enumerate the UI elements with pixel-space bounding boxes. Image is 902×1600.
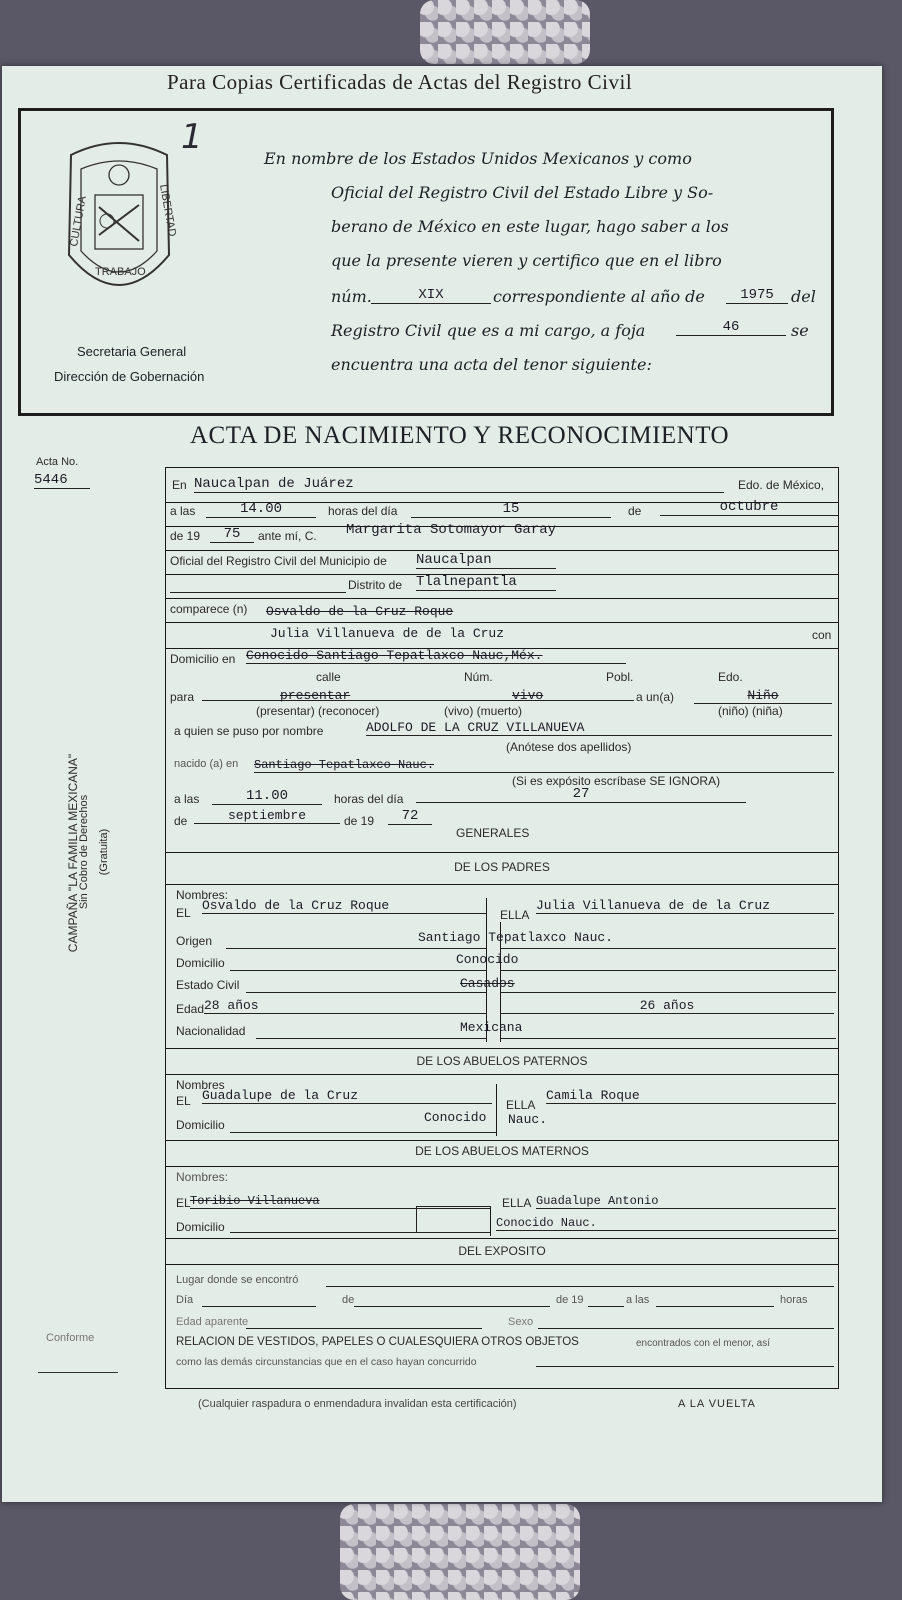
ella-label: ELLA (500, 908, 530, 922)
de19-label: de 19 (170, 529, 201, 543)
abuelos-maternos-title: DE LOS ABUELOS MATERNOS (415, 1144, 589, 1158)
dia-registro: 15 (411, 501, 611, 518)
edad-label: Edad (176, 1002, 205, 1016)
vivo-options: (vivo) (muerto) (444, 704, 523, 718)
nombres3-label: Nombres: (176, 1170, 229, 1184)
acta-label: Acta No. (36, 456, 79, 468)
padre-nombre: Osvaldo de la Cruz Roque (202, 898, 486, 914)
a-la-vuelta: A LA VUELTA (678, 1398, 756, 1410)
dia-nacimiento: 27 (416, 786, 746, 803)
apellidos-note: (Anótese dos apellidos) (506, 740, 632, 754)
hora-nacimiento: 11.00 (212, 788, 322, 805)
document-header-title: Para Copias Certificadas de Actas del Registro Civil (167, 70, 633, 94)
padres-title: DE LOS PADRES (454, 860, 550, 874)
nacido-label: nacido (a) en (174, 758, 239, 770)
domicilio-paterno-1: Conocido (424, 1110, 487, 1125)
cert-line-2: Oficial del Registro Civil del Estado Libre y So- (331, 183, 714, 202)
edad-aparente-label: Edad aparente (176, 1316, 249, 1328)
cert-line-1: En nombre de los Estados Unidos Mexicanos y como (264, 149, 692, 168)
foja-value: 46 (676, 319, 786, 336)
fabric-top (420, 0, 590, 64)
abuela-materna: Guadalupe Antonio (536, 1194, 836, 1209)
horas-label: horas (780, 1294, 808, 1306)
edo-mexico-label: Edo. de México, (738, 478, 825, 492)
birth-certificate-document (2, 66, 882, 1502)
a-un-label: a un(a) (636, 690, 675, 704)
distrito-value: Tlalnepantla (416, 574, 556, 591)
gratuita-text: (Gratuita) (98, 828, 110, 876)
anio-nacimiento: 72 (388, 808, 432, 825)
abuelo-materno: Toribio Villanueva (190, 1194, 490, 1209)
municipio-value: Naucalpan (416, 552, 556, 569)
se-label: se (791, 321, 809, 340)
acta-number: 5446 (34, 472, 90, 489)
a-las2-label: a las (174, 792, 200, 806)
nombres2-label: Nombres (176, 1078, 225, 1092)
nombre-registrado: ADOLFO DE LA CRUZ VILLANUEVA (366, 720, 832, 736)
edad-el: 28 años (204, 998, 486, 1014)
dia-label: Día (176, 1294, 194, 1306)
estado-civil-label: Estado Civil (176, 978, 240, 992)
encuentra-label: encuentra una acta del tenor siguiente: (331, 355, 652, 374)
conforme-line (38, 1372, 118, 1373)
calle-label: calle (316, 670, 341, 684)
de-label: de (628, 504, 642, 518)
hora-registro: 14.00 (206, 501, 316, 518)
cert-line-4: que la presente vieren y certifico que en el libro (331, 251, 722, 270)
presentar-options: (presentar) (reconocer) (256, 704, 380, 718)
del-label: del (791, 287, 816, 306)
secretaria-label: Secretaria General (77, 344, 187, 359)
mes-registro: octubre (660, 499, 838, 516)
domicilio-materno: Conocido Nauc. (496, 1216, 836, 1231)
comparece-2: Julia Villanueva de de la Cruz (270, 626, 505, 641)
el-label: EL (176, 906, 191, 920)
oficial-nombre: Margarita Sotomayor Garay (346, 522, 557, 538)
exposito-note: (Si es expósito escríbase SE IGNORA) (512, 774, 721, 788)
de19c-label: de 19 (556, 1294, 584, 1306)
con-label: con (812, 628, 832, 642)
seal-icon (57, 135, 181, 310)
abuelos-paternos-title: DE LOS ABUELOS PATERNOS (416, 1054, 588, 1068)
lugar-registro: Naucalpan de Juárez (194, 476, 724, 493)
domicilio4-label: Domicilio (176, 1220, 225, 1234)
distrito-label: Distrito de (348, 578, 403, 592)
seal-text-bottom: TRABAJO (95, 266, 146, 278)
registro-label: Registro Civil que es a mi cargo, a foja (331, 321, 646, 340)
domicilio-paterno-2: Nauc. (508, 1112, 548, 1127)
a-las3-label: a las (626, 1294, 650, 1306)
circunstancias-label: como las demás circunstancias que en el caso hayan concurrido (176, 1356, 477, 1368)
conforme-label: Conforme (46, 1332, 95, 1344)
lugar-label: Lugar donde se encontró (176, 1274, 299, 1286)
domicilio2-label: Domicilio (176, 956, 225, 970)
edad-ella: 26 años (500, 998, 834, 1014)
de3-label: de (342, 1294, 355, 1306)
direccion-label: Dirección de Gobernación (54, 369, 205, 384)
para-label: para (170, 690, 195, 704)
origen-value: Santiago Tepatlaxco Nauc. (418, 930, 614, 945)
anio-value: 1975 (726, 287, 788, 304)
fabric-bottom (340, 1504, 580, 1600)
para-value: presentar (280, 688, 351, 703)
madre-nombre: Julia Villanueva de de la Cruz (536, 898, 834, 914)
cert-line-3: berano de México en este lugar, hago saber a los (331, 217, 729, 236)
sexo-label: Sexo (508, 1316, 534, 1328)
comparece-label: comparece (n) (170, 602, 248, 616)
estado-civil-value: Casados (460, 976, 515, 991)
nombre-label: a quien se puso por nombre (174, 724, 324, 738)
de2-label: de (174, 814, 188, 828)
nino-options: (niño) (niña) (718, 704, 783, 718)
edo-label: Edo. (718, 670, 743, 684)
encontrados-label: encontrados con el menor, así (636, 1338, 770, 1349)
libro-number: XIX (371, 287, 491, 304)
ella2-label: ELLA (506, 1098, 536, 1112)
abuela-paterna: Camila Roque (546, 1088, 836, 1104)
origen-label: Origen (176, 934, 213, 948)
exposito-title: DEL EXPOSITO (458, 1244, 546, 1258)
footer-note: (Cualquier raspadura o enmendadura invalidan esta certificación) (198, 1398, 517, 1410)
el2-label: EL (176, 1094, 191, 1108)
domicilio-value: Conocido Santiago Tepatlaxco Nauc,Méx. (246, 648, 626, 664)
sin-cobro-text: Sin Cobro de Derechos (78, 794, 90, 910)
relacion-label: RELACION DE VESTIDOS, PAPELES O CUALESQUIERA OTROS OBJETOS (176, 1336, 579, 1348)
el3-label: EL (176, 1196, 191, 1210)
nacionalidad-label: Nacionalidad (176, 1024, 246, 1038)
nacionalidad-value: Mexicana (460, 1020, 523, 1035)
seal-text-left: CULTURA (68, 195, 89, 248)
oficial-label: Oficial del Registro Civil del Municipio de (170, 554, 387, 568)
birth-form (165, 467, 839, 1389)
horas-dia2-label: horas del día (334, 792, 404, 806)
num-label: núm. (331, 287, 372, 306)
de19b-label: de 19 (344, 814, 375, 828)
comparece-1: Osvaldo de la Cruz Roque (266, 604, 454, 619)
certification-header-box (18, 108, 834, 416)
vivo-value: vivo (512, 688, 544, 703)
domicilio3-label: Domicilio (176, 1118, 225, 1132)
anio-registro: 75 (210, 526, 254, 543)
seal-text-right: LIBERTAD (157, 183, 179, 238)
ella3-label: ELLA (502, 1196, 532, 1210)
en-label: En (172, 478, 187, 492)
nacido-value: Santiago Tepatlaxco Nauc. (254, 758, 834, 773)
correspondiente-label: correspondiente al año de (493, 287, 705, 306)
mes-nacimiento: septiembre (194, 808, 340, 824)
handwritten-mark: 1 (181, 117, 203, 157)
domicilio-label: Domicilio en (170, 652, 236, 666)
campaign-text: CAMPAÑA "LA FAMILIA MEXICANA" (66, 753, 80, 953)
nino-value: Niño (694, 688, 832, 704)
abuelo-paterno: Guadalupe de la Cruz (202, 1088, 492, 1104)
page-title: ACTA DE NACIMIENTO Y RECONOCIMIENTO (190, 422, 730, 449)
horas-dia-label: horas del día (328, 504, 398, 518)
num-label-form: Núm. (464, 670, 493, 684)
ante-label: ante mí, C. (258, 529, 317, 543)
a-las-label: a las (170, 504, 196, 518)
nombres-label: Nombres: (176, 888, 229, 902)
generales-label: GENERALES (456, 826, 530, 840)
pobl-label: Pobl. (606, 670, 634, 684)
domicilio2-value: Conocido (456, 952, 519, 967)
